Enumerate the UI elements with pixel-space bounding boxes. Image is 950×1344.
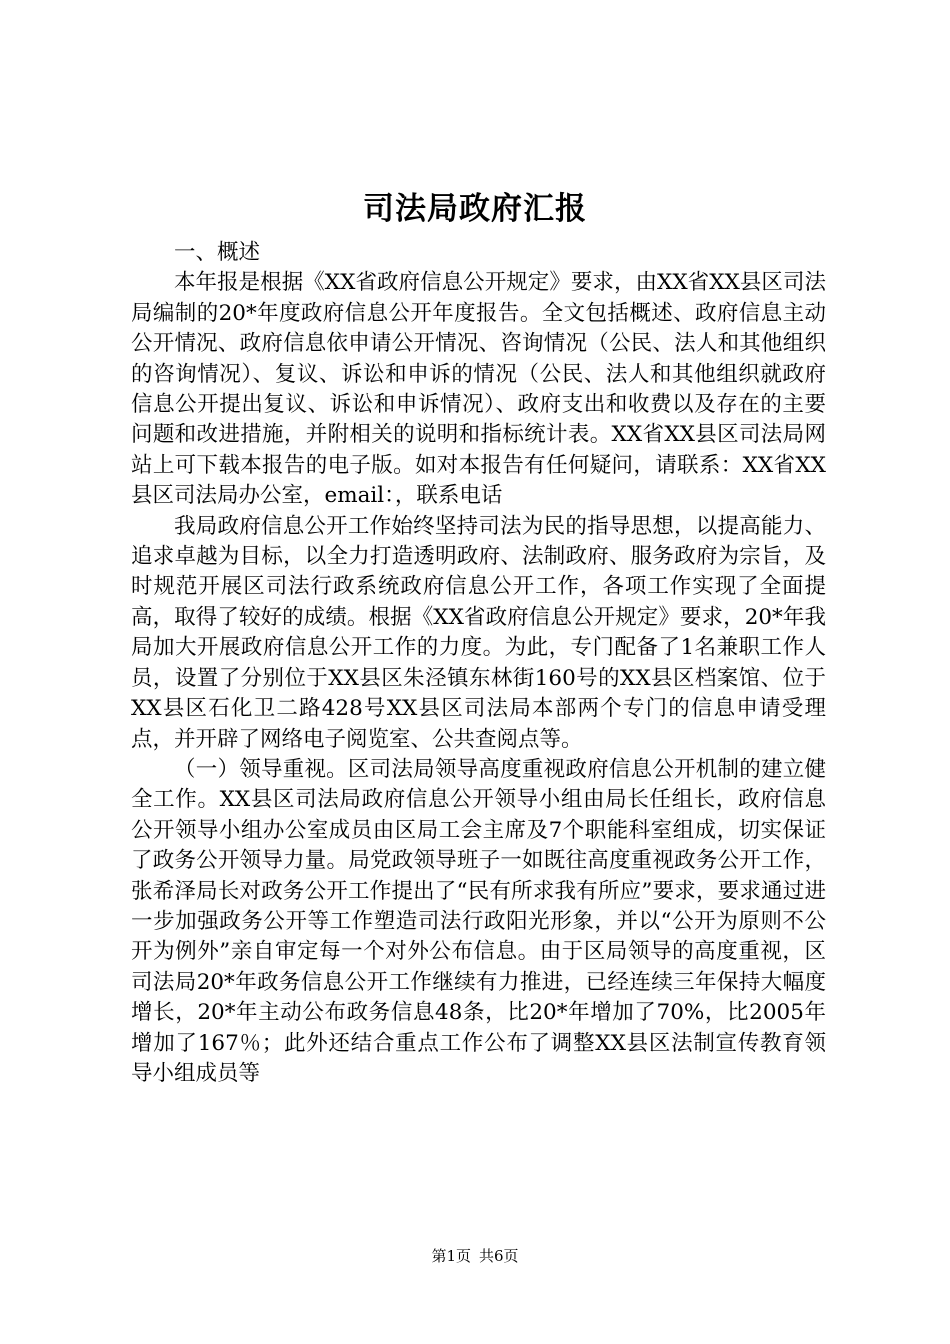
paragraph-overview: 本年报是根据《XX省政府信息公开规定》要求，由XX省XX县区司法局编制的20*年度政府信息公开年度报告。全文包括概述、政府信息主动公开情况、政府信息依申请公开情况、咨询情况（公民、法人和其他组织的咨询情况）、复议、诉讼和申诉的情况（公民、法人和其他组织就政府信息公开提出复议、诉讼和申诉情况）、政府支出和收费以及存在的主要问题和改进措施，并附相关的说明和指标统计表。XX省XX县区司法局网站上可下载本报告的电子版。如对本报告有任何疑问，请联系：XX省XX县区司法局办公室，email：，联系电话 (131, 270, 826, 509)
page-number: 第1页 (431, 1247, 471, 1265)
page-total: 共6页 (479, 1247, 519, 1265)
section-heading: 一、概述 (174, 240, 261, 265)
paragraph-work-summary: 我局政府信息公开工作始终坚持司法为民的指导思想，以提高能力、追求卓越为目标，以全力打造透明政府、法制政府、服务政府为宗旨，及时规范开展区司法行政系统政府信息公开工作，各项工作实现了全面提高，取得了较好的成绩。根据《XX省政府信息公开规定》要求，20*年我局加大开展政府信息公开工作的力度。为此，专门配备了1名兼职工作人员，设置了分别位于XX县区朱泾镇东林街160号的XX县区档案馆、位于XX县区石化卫二路428号XX县区司法局本部两个专门的信息申请受理点，并开辟了网络电子阅览室、公共查阅点等。 (131, 513, 826, 752)
document-title: 司法局政府汇报 (363, 191, 587, 227)
document-body (131, 238, 826, 1089)
page-footer (0, 1246, 950, 1266)
paragraph-leadership: （一）领导重视。区司法局领导高度重视政府信息公开机制的建立健全工作。XX县区司法局政府信息公开领导小组由局长任组长，政府信息公开领导小组办公室成员由区局工会主席及7个职能科室组成，切实保证了政务公开领导力量。局党政领导班子一如既往高度重视政务公开工作，张希泽局长对政务公开工作提出了“民有所求我有所应”要求，要求通过进一步加强政务公开等工作塑造司法行政阳光形象，并以“公开为原则不公开为例外”亲自审定每一个对外公布信息。由于区局领导的高度重视，区司法局20*年政务信息公开工作继续有力推进，已经连续三年保持大幅度增长，20*年主动公布政务信息48条，比20*年增加了70%，比2005年增加了167％；此外还结合重点工作公布了调整XX县区法制宣传教育领导小组成员等 (131, 756, 826, 1086)
